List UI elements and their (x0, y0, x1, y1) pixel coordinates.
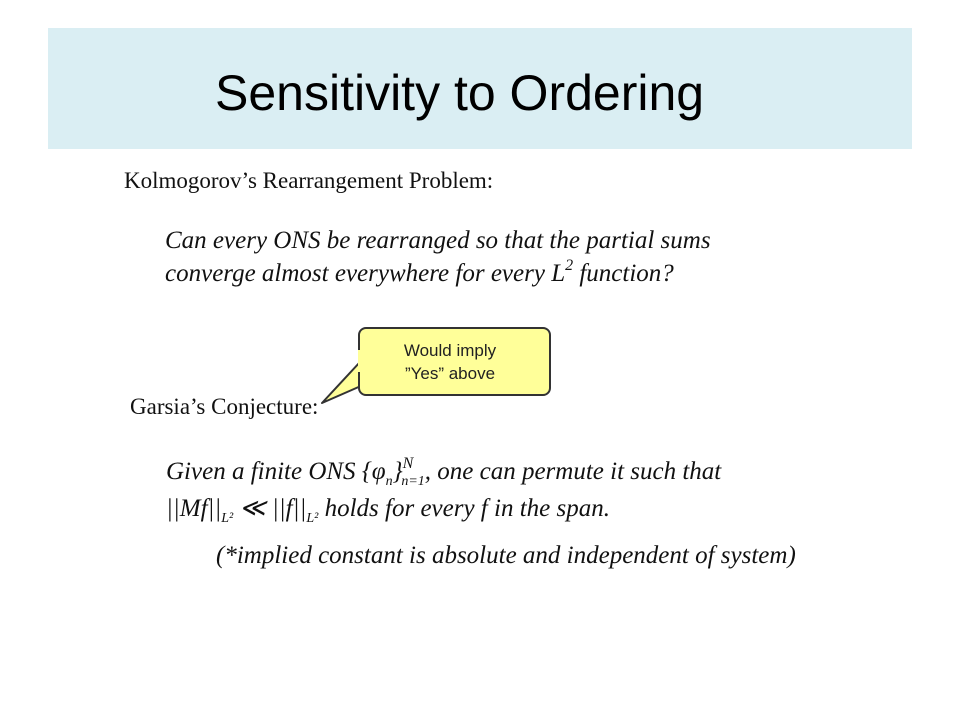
l2-base: L (551, 260, 566, 287)
garsia-line-2-text: holds for every f in the span. (318, 495, 610, 522)
garsia-line-1-text-b: , one can permute it such that (424, 458, 722, 485)
ons-upper-limit: N (402, 455, 414, 472)
slide-title: Sensitivity to Ordering (215, 65, 705, 121)
kolmogorov-line-1: Can every ONS be rearranged so that the partial sums (165, 227, 711, 254)
garsia-heading: Garsia’s Conjecture: (130, 394, 319, 419)
callout-line-1: Would imply (403, 341, 497, 360)
kolmogorov-line-2 (165, 257, 711, 293)
l2-exponent: 2 (565, 257, 574, 274)
f-norm-space: L² (306, 511, 319, 526)
mf-norm-space: L² (221, 511, 234, 526)
ons-set-symbol (361, 455, 425, 489)
kolmogorov-heading: Kolmogorov’s Rearrangement Problem: (124, 168, 494, 193)
kolmogorov-line-2-text-b: function? (573, 260, 674, 287)
mf-norm: ||Mf|| (166, 495, 222, 522)
f-norm: ≪ ||f|| (233, 495, 307, 522)
garsia-line-1 (166, 455, 721, 492)
garsia-line-1-text-a: Given a finite ONS (166, 458, 362, 485)
callout-pointer-cover (355, 340, 365, 380)
ons-phi-index: n (385, 474, 393, 489)
garsia-line-2 (166, 492, 721, 529)
maximal-inequality (166, 495, 319, 526)
kolmogorov-statement (165, 224, 711, 293)
ons-phi: {φ (361, 458, 386, 485)
implied-constant-note: (*implied constant is absolute and independent of system) (216, 542, 796, 569)
callout-bubble (358, 327, 551, 396)
callout-line-2: ”Yes” above (404, 364, 496, 383)
callout-text (390, 339, 510, 385)
l2-symbol (551, 257, 574, 287)
kolmogorov-line-2-text-a: converge almost everywhere for every (165, 260, 552, 287)
ons-lower-limit: n=1 (401, 474, 425, 489)
garsia-statement (166, 455, 721, 529)
ons-close-brace: } (392, 458, 403, 485)
